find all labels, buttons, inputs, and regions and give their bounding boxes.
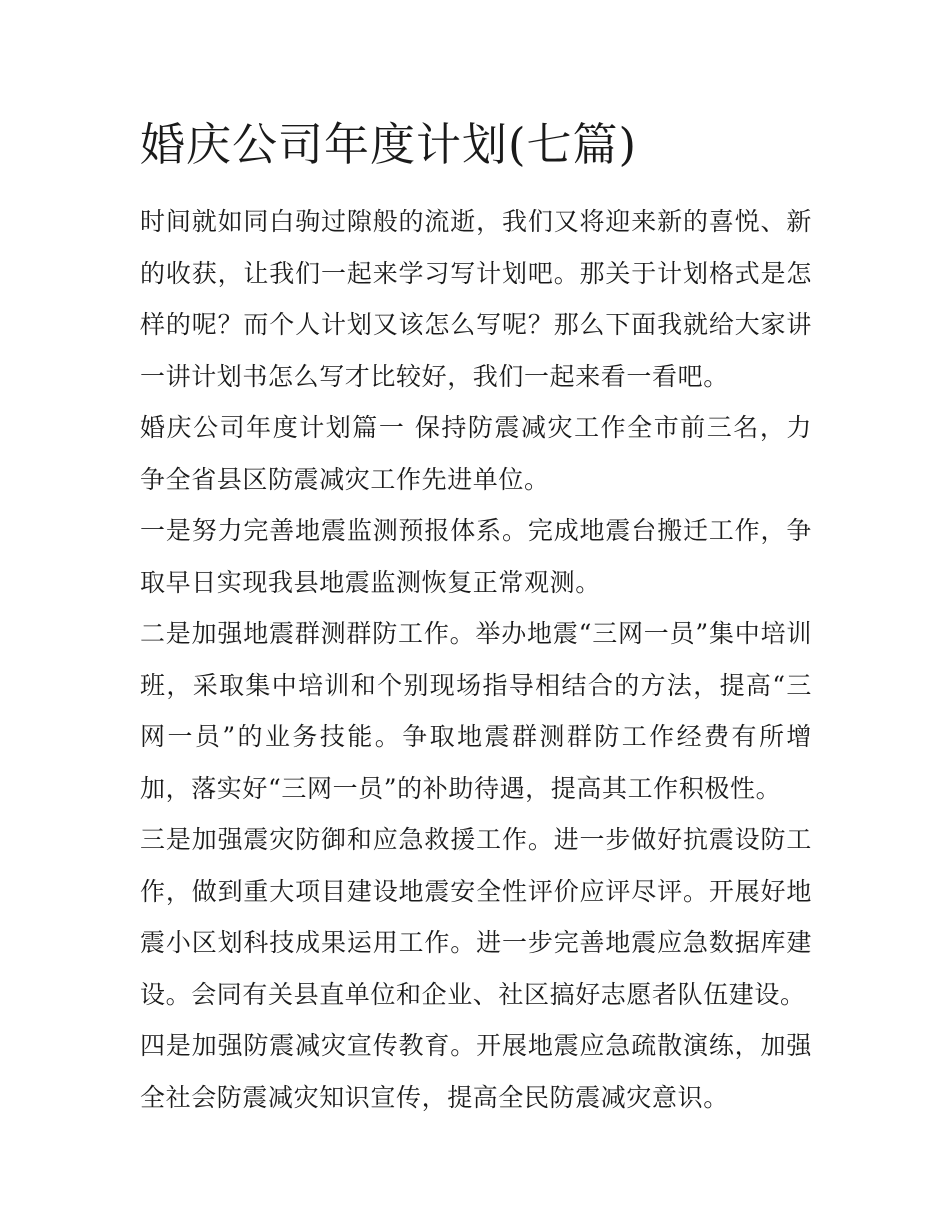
paragraph-item-four: 四是加强防震减灾宣传教育。开展地震应急疏散演练，加强全社会防震减灾知识宣传，提高全民防震减灾意识。	[140, 1031, 812, 1112]
paragraph-intro: 时间就如同白驹过隙般的流逝，我们又将迎来新的喜悦、新的收获，让我们一起来学习写计划吧。那关于计划格式是怎样的呢？而个人计划又该怎么写呢？那么下面我就给大家讲一讲计划书怎么写才比较好，我们一起来看一看吧。	[140, 207, 812, 391]
paragraph-item-three: 三是加强震灾防御和应急救援工作。进一步做好抗震设防工作，做到重大项目建设地震安全性评价应评尽评。开展好地震小区划科技成果运用工作。进一步完善地震应急数据库建设。会同有关县直单位和企业、社区搞好志愿者队伍建设。	[140, 825, 812, 1009]
paragraph-item-one: 一是努力完善地震监测预报体系。完成地震台搬迁工作，争取早日实现我县地震监测恢复正常观测。	[140, 516, 812, 597]
document-body	[140, 196, 812, 1123]
paragraph-item-two: 二是加强地震群测群防工作。举办地震“三网一员”集中培训班，采取集中培训和个别现场指导相结合的方法，提高“三网一员”的业务技能。争取地震群测群防工作经费有所增加，落实好“三网一员”的补助待遇，提高其工作积极性。	[140, 619, 812, 803]
document-title: 婚庆公司年度计划(七篇)	[140, 118, 638, 171]
paragraph-part-one-goal: 婚庆公司年度计划篇一 保持防震减灾工作全市前三名，力争全省县区防震减灾工作先进单位。	[140, 413, 812, 494]
